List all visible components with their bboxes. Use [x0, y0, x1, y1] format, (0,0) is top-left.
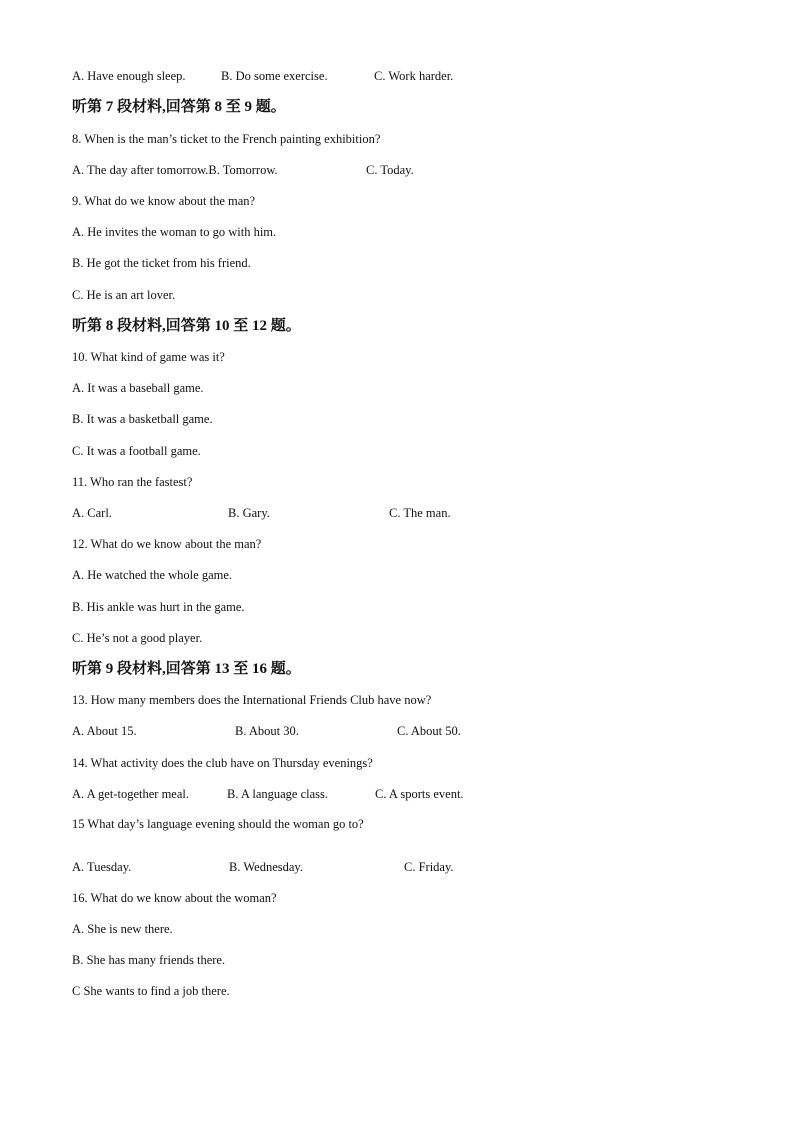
q12-option-a: A. He watched the whole game. [72, 568, 233, 582]
q14-option-b: B. A language class. [227, 787, 329, 801]
q9-option-b: B. He got the ticket from his friend. [72, 256, 251, 270]
section-heading-7: 听第 7 段材料,回答第 8 至 9 题。 [72, 99, 286, 115]
q15-option-b: B. Wednesday. [229, 860, 303, 874]
q14-question: 14. What activity does the club have on Thursday evenings? [72, 756, 373, 770]
q16-option-c: C She wants to find a job there. [72, 984, 230, 998]
q10-option-a: A. It was a baseball game. [72, 381, 204, 395]
q14-option-a: A. A get-together meal. [72, 787, 189, 801]
q11-question: 11. Who ran the fastest? [72, 475, 193, 489]
q16-option-b: B. She has many friends there. [72, 953, 226, 967]
q13-option-c: C. About 50. [397, 724, 461, 738]
q7-option-c: C. Work harder. [374, 69, 454, 83]
q14-option-c: C. A sports event. [375, 787, 464, 801]
q13-option-b: B. About 30. [235, 724, 299, 738]
q16-question: 16. What do we know about the woman? [72, 891, 277, 905]
q12-question: 12. What do we know about the man? [72, 537, 262, 551]
q11-option-a: A. Carl. [72, 506, 112, 520]
q9-option-a: A. He invites the woman to go with him. [72, 225, 277, 239]
q8-option-ab: A. The day after tomorrow.B. Tomorrow. [72, 163, 278, 177]
q15-question: 15 What day’s language evening should the woman go to? [72, 817, 364, 831]
q15-option-a: A. Tuesday. [72, 860, 132, 874]
q11-option-b: B. Gary. [228, 506, 270, 520]
q13-option-a: A. About 15. [72, 724, 137, 738]
q12-option-b: B. His ankle was hurt in the game. [72, 600, 245, 614]
q9-question: 9. What do we know about the man? [72, 194, 256, 208]
q11-option-c: C. The man. [389, 506, 451, 520]
q12-option-c: C. He’s not a good player. [72, 631, 203, 645]
q7-option-b: B. Do some exercise. [221, 69, 328, 83]
q10-option-b: B. It was a basketball game. [72, 412, 213, 426]
q10-option-c: C. It was a football game. [72, 444, 201, 458]
q8-question: 8. When is the man’s ticket to the French painting exhibition? [72, 132, 381, 146]
section-heading-8: 听第 8 段材料,回答第 10 至 12 题。 [72, 318, 301, 334]
q15-option-c: C. Friday. [404, 860, 454, 874]
q10-question: 10. What kind of game was it? [72, 350, 225, 364]
q13-question: 13. How many members does the International Friends Club have now? [72, 693, 432, 707]
q8-option-c: C. Today. [366, 163, 414, 177]
q7-option-a: A. Have enough sleep. [72, 69, 186, 83]
section-heading-9: 听第 9 段材料,回答第 13 至 16 题。 [72, 661, 301, 677]
q9-option-c: C. He is an art lover. [72, 288, 176, 302]
q16-option-a: A. She is new there. [72, 922, 173, 936]
